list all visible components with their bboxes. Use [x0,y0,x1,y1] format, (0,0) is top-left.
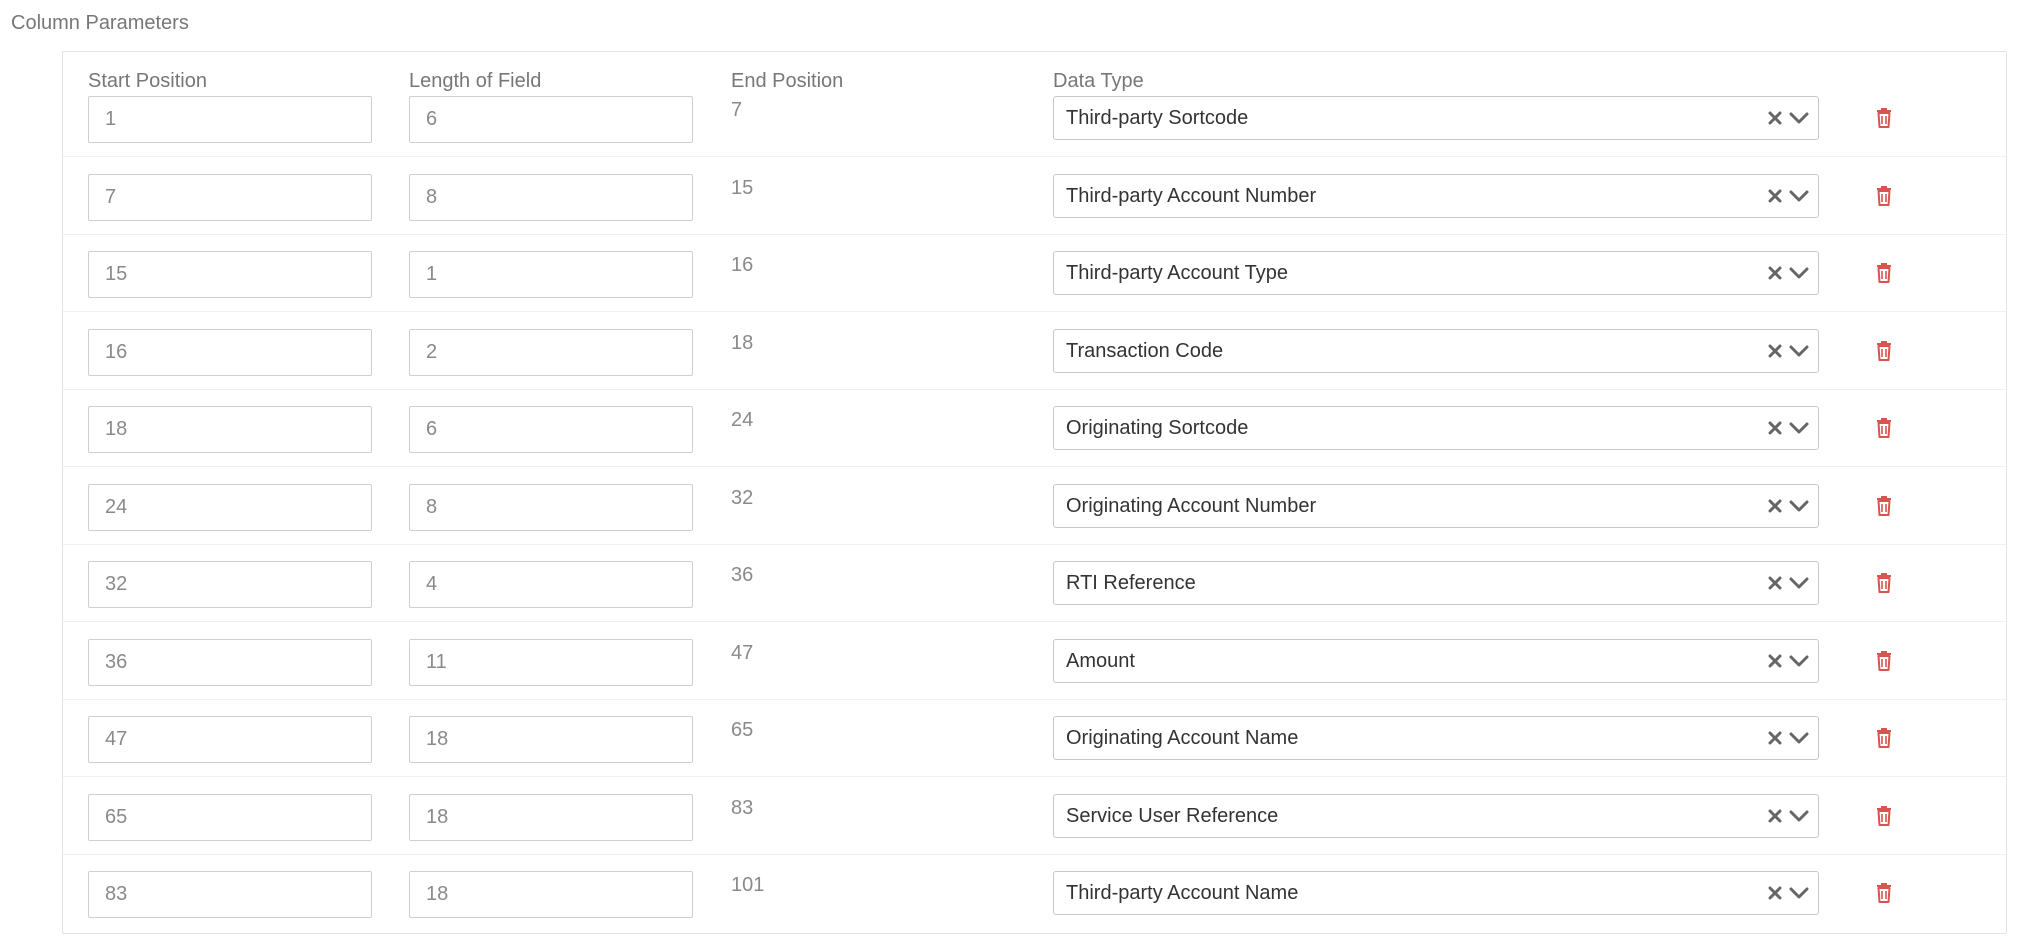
end-position-value: 101 [731,874,765,896]
length-of-field-input[interactable] [409,484,693,531]
end-position-value: 18 [731,332,754,354]
trash-icon[interactable] [1874,339,1894,363]
length-of-field-input[interactable] [409,871,693,918]
header-start-position: Start Position [88,70,207,92]
chevron-down-icon[interactable] [1787,340,1811,362]
section-title: Column Parameters [11,12,189,34]
length-of-field-input[interactable] [409,794,693,841]
close-icon[interactable] [1765,573,1785,593]
chevron-down-icon[interactable] [1787,417,1811,439]
close-icon[interactable] [1765,883,1785,903]
end-position-value: 36 [731,564,754,586]
chevron-down-icon[interactable] [1787,882,1811,904]
chevron-down-icon[interactable] [1787,185,1811,207]
data-type-select[interactable] [1053,794,1819,838]
end-position-value: 7 [731,99,743,121]
end-position-value: 15 [731,177,754,199]
end-position-value: 83 [731,797,754,819]
end-position-value: 47 [731,642,754,664]
data-type-value: Third-party Sortcode [1066,107,1249,129]
data-type-select[interactable] [1053,406,1819,450]
data-type-select[interactable] [1053,174,1819,218]
end-position-value: 65 [731,719,754,741]
close-icon[interactable] [1765,341,1785,361]
close-icon[interactable] [1765,418,1785,438]
chevron-down-icon[interactable] [1787,107,1811,129]
header-length-of-field: Length of Field [409,70,542,92]
close-icon[interactable] [1765,186,1785,206]
chevron-down-icon[interactable] [1787,495,1811,517]
start-position-input[interactable] [88,96,372,143]
header-end-position: End Position [731,70,844,92]
end-position-value: 16 [731,254,754,276]
length-of-field-input[interactable] [409,174,693,221]
length-of-field-input[interactable] [409,96,693,143]
data-type-value: Third-party Account Number [1066,185,1317,207]
data-type-select[interactable] [1053,871,1819,915]
trash-icon[interactable] [1874,106,1894,130]
close-icon[interactable] [1765,263,1785,283]
data-type-select[interactable] [1053,329,1819,373]
trash-icon[interactable] [1874,726,1894,750]
start-position-input[interactable] [88,484,372,531]
start-position-input[interactable] [88,561,372,608]
trash-icon[interactable] [1874,881,1894,905]
trash-icon[interactable] [1874,571,1894,595]
trash-icon[interactable] [1874,416,1894,440]
length-of-field-input[interactable] [409,329,693,376]
start-position-input[interactable] [88,794,372,841]
trash-icon[interactable] [1874,494,1894,518]
end-position-value: 24 [731,409,754,431]
data-type-value: Service User Reference [1066,805,1279,827]
end-position-value: 32 [731,487,754,509]
data-type-select[interactable] [1053,639,1819,683]
data-type-value: Third-party Account Type [1066,262,1288,284]
data-type-value: Originating Account Name [1066,727,1299,749]
trash-icon[interactable] [1874,184,1894,208]
chevron-down-icon[interactable] [1787,572,1811,594]
chevron-down-icon[interactable] [1787,805,1811,827]
start-position-input[interactable] [88,251,372,298]
chevron-down-icon[interactable] [1787,262,1811,284]
chevron-down-icon[interactable] [1787,650,1811,672]
header-data-type: Data Type [1053,70,1144,92]
length-of-field-input[interactable] [409,716,693,763]
length-of-field-input[interactable] [409,251,693,298]
start-position-input[interactable] [88,871,372,918]
length-of-field-input[interactable] [409,639,693,686]
data-type-value: Third-party Account Name [1066,882,1299,904]
start-position-input[interactable] [88,639,372,686]
data-type-select[interactable] [1053,251,1819,295]
chevron-down-icon[interactable] [1787,727,1811,749]
close-icon[interactable] [1765,651,1785,671]
data-type-select[interactable] [1053,716,1819,760]
data-type-value: Amount [1066,650,1135,672]
close-icon[interactable] [1765,728,1785,748]
data-type-value: Originating Account Number [1066,495,1317,517]
start-position-input[interactable] [88,406,372,453]
data-type-select[interactable] [1053,561,1819,605]
start-position-input[interactable] [88,329,372,376]
trash-icon[interactable] [1874,261,1894,285]
start-position-input[interactable] [88,716,372,763]
length-of-field-input[interactable] [409,406,693,453]
length-of-field-input[interactable] [409,561,693,608]
trash-icon[interactable] [1874,649,1894,673]
start-position-input[interactable] [88,174,372,221]
close-icon[interactable] [1765,806,1785,826]
data-type-value: Originating Sortcode [1066,417,1249,439]
trash-icon[interactable] [1874,804,1894,828]
close-icon[interactable] [1765,496,1785,516]
data-type-value: Transaction Code [1066,340,1224,362]
data-type-select[interactable] [1053,484,1819,528]
data-type-select[interactable] [1053,96,1819,140]
data-type-value: RTI Reference [1066,572,1196,594]
close-icon[interactable] [1765,108,1785,128]
